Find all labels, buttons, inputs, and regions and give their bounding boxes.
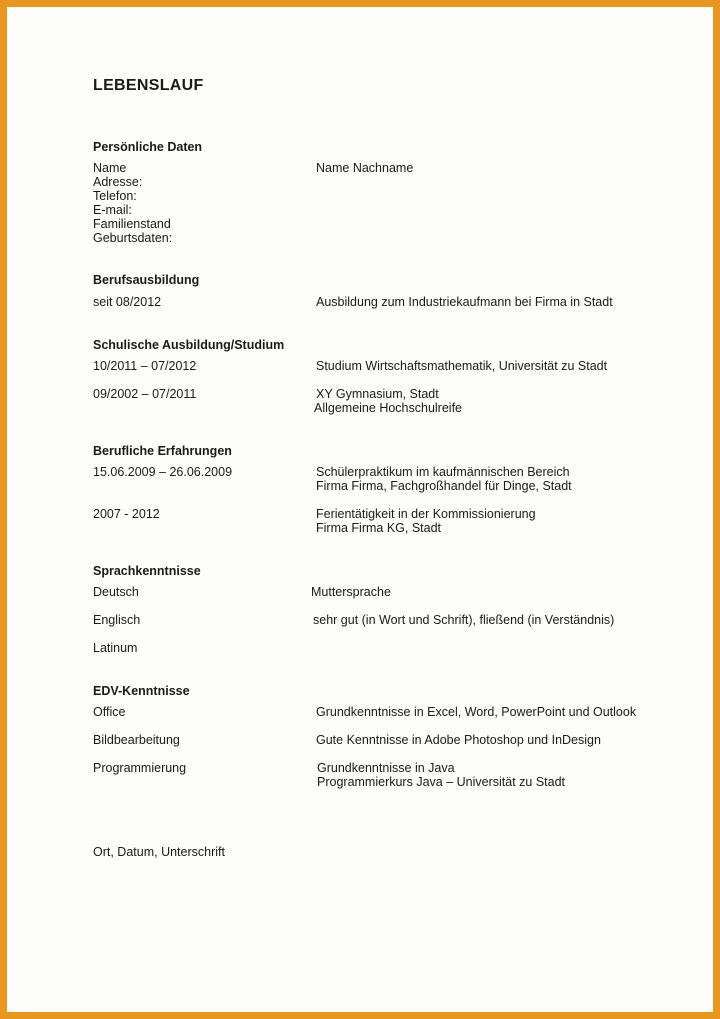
language-name: Englisch [93, 613, 141, 627]
section-heading-vocational: Berufsausbildung [93, 273, 200, 287]
document-title: LEBENSLAUF [93, 77, 204, 94]
it-skill-area: Programmierung [93, 761, 187, 775]
language-level: sehr gut (in Wort und Schrift), fließend (in Verständnis) [313, 613, 615, 627]
section-heading-education: Schulische Ausbildung/Studium [93, 338, 285, 352]
vocational-period: seit 08/2012 [93, 295, 162, 309]
experience-description: Schülerpraktikum im kaufmännischen Bereich [316, 465, 570, 479]
education-description: XY Gymnasium, Stadt [316, 387, 439, 401]
education-period: 09/2002 – 07/2011 [93, 387, 197, 401]
signature-line: Ort, Datum, Unterschrift [93, 845, 225, 859]
language-name: Deutsch [93, 585, 139, 599]
it-skill-description: Gute Kenntnisse in Adobe Photoshop und InDesign [316, 733, 601, 747]
label-email: E-mail: [93, 203, 132, 217]
label-phone: Telefon: [93, 189, 137, 203]
education-description: Allgemeine Hochschulreife [314, 401, 462, 415]
section-heading-languages: Sprachkenntnisse [93, 564, 201, 578]
experience-period: 2007 - 2012 [93, 507, 160, 521]
it-skill-description: Grundkenntnisse in Excel, Word, PowerPoint und Outlook [316, 705, 637, 719]
section-heading-personal: Persönliche Daten [93, 140, 203, 154]
it-skill-area: Bildbearbeitung [93, 733, 180, 747]
it-skill-area: Office [93, 705, 126, 719]
experience-period: 15.06.2009 – 26.06.2009 [93, 465, 233, 479]
it-skill-description: Grundkenntnisse in Java [317, 761, 455, 775]
language-name: Latinum [93, 641, 138, 655]
label-marital-status: Familienstand [93, 217, 171, 231]
education-description: Studium Wirtschaftsmathematik, Universität zu Stadt [316, 359, 608, 373]
section-heading-it-skills: EDV-Kenntnisse [93, 684, 190, 698]
experience-description: Firma Firma KG, Stadt [316, 521, 442, 535]
language-level: Muttersprache [311, 585, 391, 599]
value-name: Name Nachname [316, 161, 414, 175]
it-skill-description: Programmierkurs Java – Universität zu Stadt [317, 775, 566, 789]
vocational-description: Ausbildung zum Industriekaufmann bei Firma in Stadt [316, 295, 613, 309]
education-period: 10/2011 – 07/2012 [93, 359, 197, 373]
label-address: Adresse: [93, 175, 143, 189]
label-birth-data: Geburtsdaten: [93, 231, 173, 245]
section-heading-experience: Berufliche Erfahrungen [93, 444, 232, 458]
experience-description: Ferientätigkeit in der Kommissionierung [316, 507, 536, 521]
experience-description: Firma Firma, Fachgroßhandel für Dinge, Stadt [316, 479, 572, 493]
label-name: Name [93, 161, 127, 175]
